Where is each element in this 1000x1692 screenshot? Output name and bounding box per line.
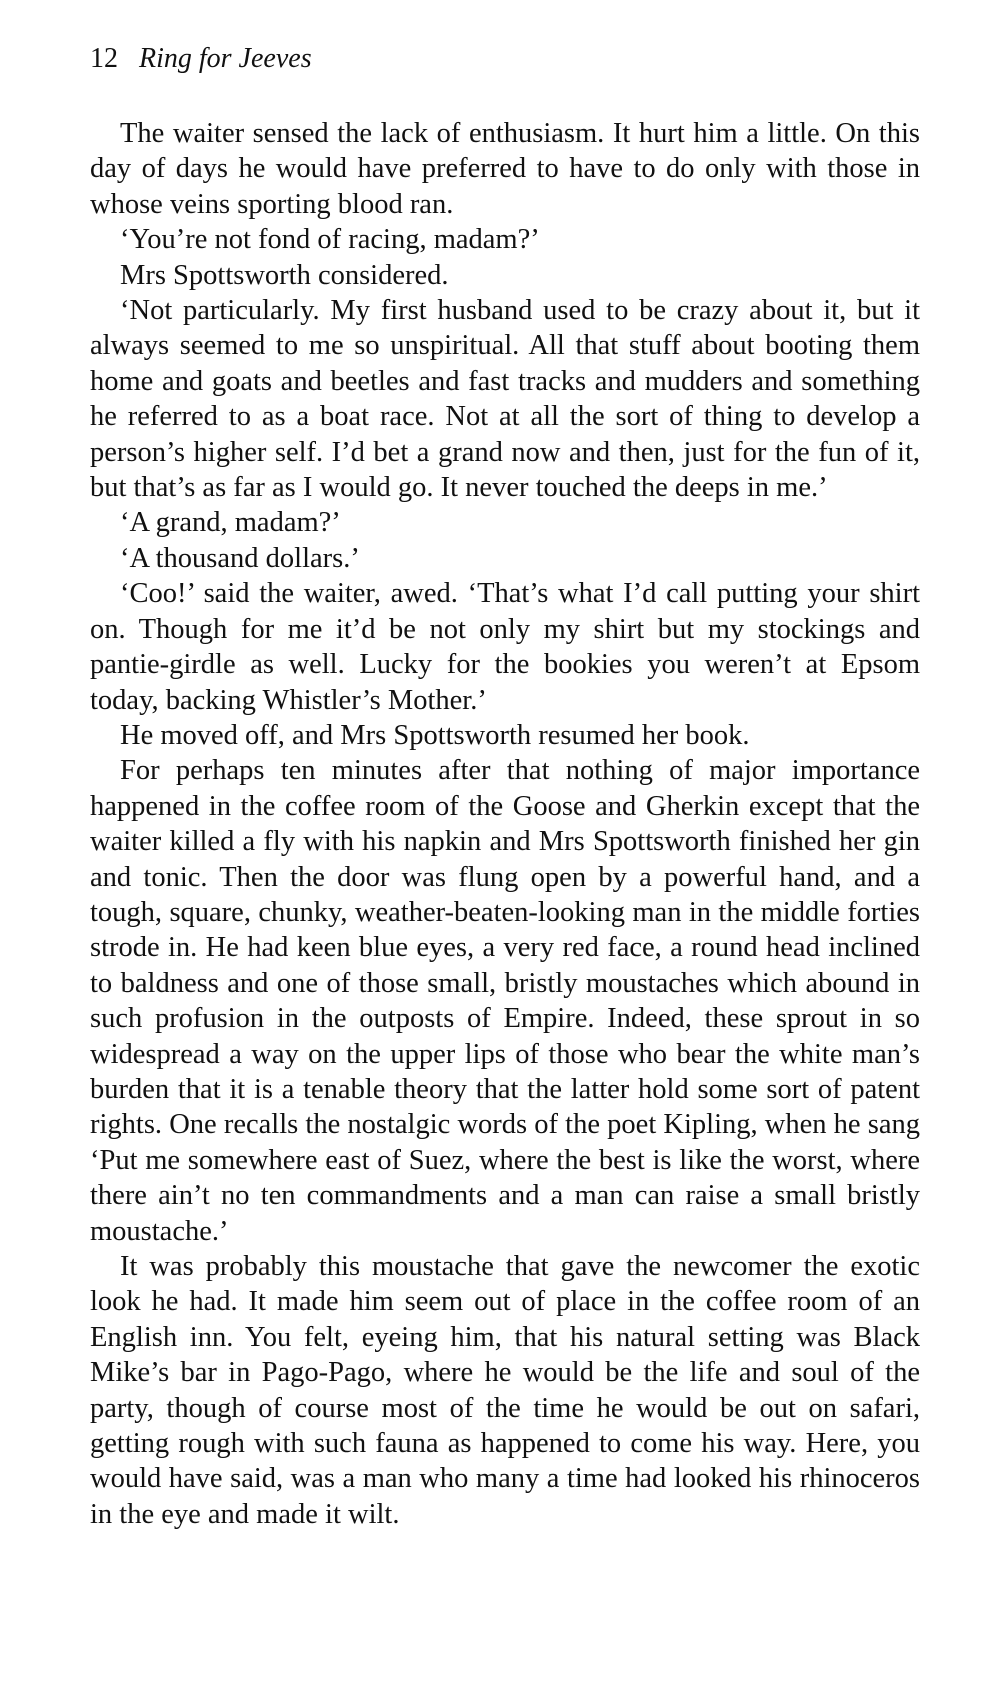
page-number: 12 [90, 43, 118, 74]
paragraph: ‘A grand, madam?’ [120, 507, 341, 539]
paragraph: For perhaps ten minutes after that nothing of major importance happened in the coffee room of the Goose and Gherkin except that the waiter killed a fly with his napkin and Mrs Spottsworth finished her gin and tonic. Then the door was flung open by a powerful hand, and a tough, square, chunky, weather-beaten-looking man in the middle forties strode in. He had keen blue eyes, a very red face, a round head inclined to baldness and one of those small, bristly moustaches which abound in such profusion in the outposts of Empire. Indeed, these sprout in so widespread a way on the upper lips of those who bear the white man’s burden that it is a tenable theory that the latter hold some sort of patent rights. One recalls the nostalgic words of the poet Kipling, when he sang ‘Put me somewhere east of Suez, where the best is like the worst, where there ain’t no ten commandments and a man can raise a small bristly moustache.’ [90, 755, 920, 1247]
paragraph: Mrs Spottsworth considered. [120, 259, 449, 291]
paragraph: ‘Not particularly. My first husband used to be crazy about it, but it always seemed to me so unspiritual. All that stuff about booting them home and goats and beetles and fast tracks and mudders and something he referred to as a boat race. Not at all the sort of thing to develop a person’s higher self. I’d bet a grand now and then, just for the fun of it, but that’s as far as I would go. It never touched the deeps in me.’ [90, 295, 920, 504]
body-text [90, 116, 920, 1532]
running-head [90, 42, 312, 76]
paragraph: ‘A thousand dollars.’ [120, 542, 360, 574]
paragraph: He moved off, and Mrs Spottsworth resumed her book. [120, 719, 750, 751]
paragraph: ‘Coo!’ said the waiter, awed. ‘That’s what I’d call putting your shirt on. Though for me it’d be not only my shirt but my stockings and pantie-girdle as well. Lucky for the bookies you weren’t at Epsom today, backing Whistler’s Mother.’ [90, 578, 920, 716]
book-title: Ring for Jeeves [139, 43, 312, 74]
paragraph: The waiter sensed the lack of enthusiasm. It hurt him a little. On this day of days he would have preferred to have to do only with those in whose veins sporting blood ran. [90, 118, 920, 220]
paragraph: It was probably this moustache that gave the newcomer the exotic look he had. It made him seem out of place in the coffee room of an English inn. You felt, eyeing him, that his natural setting was Black Mike’s bar in Pago-Pago, where he would be the life and soul of the party, though of course most of the time he would be out on safari, getting rough with such fauna as happened to come his way. Here, you would have said, was a man who many a time had looked his rhinoceros in the eye and made it wilt. [90, 1251, 920, 1530]
paragraph: ‘You’re not fond of racing, madam?’ [120, 224, 540, 256]
